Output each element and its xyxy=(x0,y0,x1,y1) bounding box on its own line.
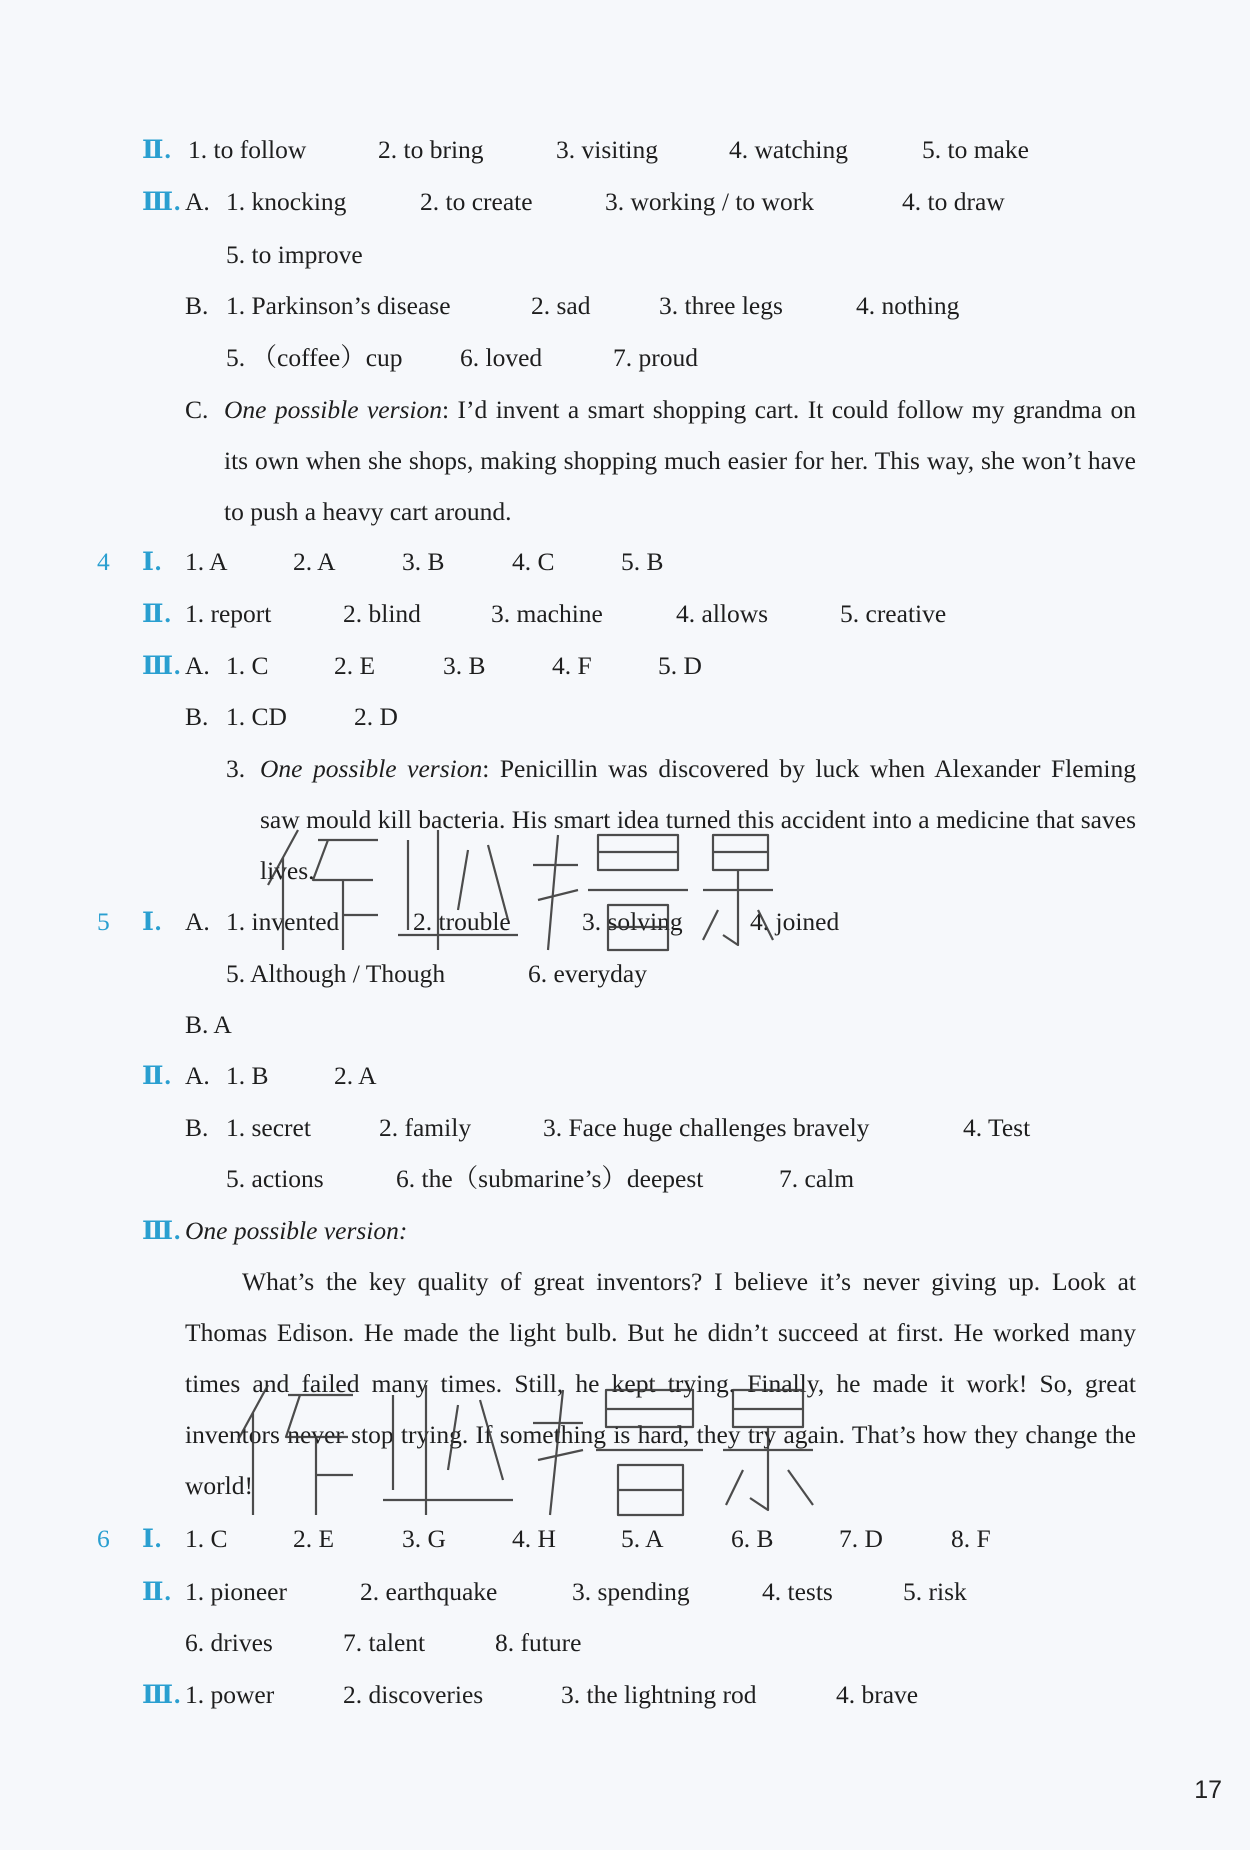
answer: 6. the（submarine’s）deepest xyxy=(396,1164,704,1193)
answer: 1. Parkinson’s disease xyxy=(226,291,451,320)
part-label: A. xyxy=(185,907,210,936)
part-label: B. xyxy=(185,291,209,320)
section-label: Ⅰ. xyxy=(142,1524,163,1553)
part-label: B. xyxy=(185,1113,209,1142)
answer: 4. nothing xyxy=(856,291,960,320)
answer: 1. secret xyxy=(226,1113,311,1142)
section-label: Ⅱ. xyxy=(142,1577,172,1606)
answer: 5. actions xyxy=(226,1164,324,1193)
answer: 2. earthquake xyxy=(360,1577,498,1606)
answer: 2. E xyxy=(293,1524,335,1553)
version-lead: One possible version: xyxy=(185,1216,408,1245)
answer: 7. calm xyxy=(779,1164,855,1193)
answer: 1. C xyxy=(226,651,269,680)
answer: 8. F xyxy=(951,1524,991,1553)
answer: 3. three legs xyxy=(659,291,783,320)
answer: 4. allows xyxy=(676,599,769,628)
answer: 3. machine xyxy=(491,599,603,628)
answer: 5. A xyxy=(621,1524,664,1553)
answer: 6. everyday xyxy=(528,959,647,988)
answer: 1. power xyxy=(185,1680,275,1709)
answer: 3. B xyxy=(443,651,486,680)
part-label: A. xyxy=(185,187,210,216)
answer: 6. loved xyxy=(460,343,543,372)
section-label: Ⅰ. xyxy=(142,547,163,576)
answer: 1. to follow xyxy=(188,135,307,164)
answer: 4. joined xyxy=(750,907,840,936)
answer: 4. tests xyxy=(762,1577,833,1606)
answer: 2. E xyxy=(334,651,376,680)
version-lead: One possible version xyxy=(260,754,483,783)
answer: 8. future xyxy=(495,1628,582,1657)
answer: 2. A xyxy=(334,1061,377,1090)
answer: 2. family xyxy=(379,1113,472,1142)
answer: 2. blind xyxy=(343,599,421,628)
answer: 2. A xyxy=(293,547,336,576)
answer: 2. trouble xyxy=(413,907,511,936)
answer: 2. to bring xyxy=(378,135,484,164)
answer: 5. B xyxy=(621,547,664,576)
part-label: C. xyxy=(185,395,209,424)
page-number: 17 xyxy=(1194,1776,1222,1804)
item-number: 3. xyxy=(226,754,246,783)
answer: 2. D xyxy=(354,702,398,731)
answer: 4. Test xyxy=(963,1113,1031,1142)
answer: 4. brave xyxy=(836,1680,919,1709)
section-label: Ⅲ. xyxy=(142,1216,182,1245)
answer: 4. to draw xyxy=(902,187,1005,216)
answer: 7. talent xyxy=(343,1628,426,1657)
paragraph-3-III-C xyxy=(224,384,1136,537)
answer: 4. F xyxy=(552,651,592,680)
part-label: A. xyxy=(185,1061,210,1090)
part-label: B. xyxy=(185,702,209,731)
answer: 1. knocking xyxy=(226,187,347,216)
answer: 1. report xyxy=(185,599,272,628)
unit-number: 4 xyxy=(97,547,110,576)
answer: 1. pioneer xyxy=(185,1577,287,1606)
answer: 3. spending xyxy=(572,1577,690,1606)
watermark-stamp xyxy=(228,1365,828,1530)
answer: 5. creative xyxy=(840,599,947,628)
answer: 6. drives xyxy=(185,1628,273,1657)
part-label: A. xyxy=(185,651,210,680)
answer: B. A xyxy=(185,1010,232,1039)
answer: 3. G xyxy=(402,1524,446,1553)
answer: 4. C xyxy=(512,547,555,576)
answer: 7. D xyxy=(839,1524,883,1553)
essay-paragraph: What’s the key quality of great inventors? I believe it’s never giving up. Look at Thomas Edison. He made the light bulb. But he didn’t succeed at first. He worked many times and failed many times. Still, he kept trying. Finally, he made it work! So, great inventors never stop trying. If something is hard, they try again. That’s how they change the world! xyxy=(185,1267,1136,1500)
section-label: Ⅲ. xyxy=(142,187,182,216)
section-label: Ⅱ. xyxy=(142,599,172,628)
answer: 3. the lightning rod xyxy=(561,1680,757,1709)
section-label: Ⅱ. xyxy=(142,1061,172,1090)
answer: 4. H xyxy=(512,1524,556,1553)
answer: 5. D xyxy=(658,651,702,680)
answer: 5. risk xyxy=(903,1577,967,1606)
answer: 3. solving xyxy=(582,907,683,936)
answer: 1. invented xyxy=(226,907,340,936)
answer: 5. to improve xyxy=(226,240,363,269)
answer: 5. Although / Though xyxy=(226,959,446,988)
version-text: : I’d invent a smart shopping cart. It could follow my grandma on its own when she shops, making shopping much easier for her. This way, she won’t have to push a heavy cart around. xyxy=(224,395,1136,526)
answer: 2. sad xyxy=(531,291,591,320)
answer: 4. watching xyxy=(729,135,848,164)
section-label: Ⅰ. xyxy=(142,907,163,936)
watermark-stamp xyxy=(258,810,778,960)
answer: 5. （coffee）cup xyxy=(226,343,403,372)
answer: 7. proud xyxy=(613,343,698,372)
unit-number: 5 xyxy=(97,907,110,936)
answer: 2. discoveries xyxy=(343,1680,484,1709)
version-lead: One possible version xyxy=(224,395,443,424)
answer: 1. CD xyxy=(226,702,287,731)
answer: 1. A xyxy=(185,547,228,576)
section-label: Ⅲ. xyxy=(142,651,182,680)
answer: 1. C xyxy=(185,1524,228,1553)
section-label: Ⅱ. xyxy=(142,135,172,164)
unit-number: 6 xyxy=(97,1524,110,1553)
answer: 6. B xyxy=(731,1524,774,1553)
answer: 3. visiting xyxy=(556,135,659,164)
answer: 2. to create xyxy=(420,187,533,216)
version-text: : Penicillin was discovered by luck when Alexander Fleming saw mould kill bacteria. His smart idea turned this accident into a medicine that saves lives. xyxy=(260,754,1136,885)
answer: 3. B xyxy=(402,547,445,576)
answer: 3. Face huge challenges bravely xyxy=(543,1113,870,1142)
answer: 3. working / to work xyxy=(605,187,814,216)
section-label: Ⅲ. xyxy=(142,1680,182,1709)
answer: 5. to make xyxy=(922,135,1029,164)
answer: 1. B xyxy=(226,1061,269,1090)
